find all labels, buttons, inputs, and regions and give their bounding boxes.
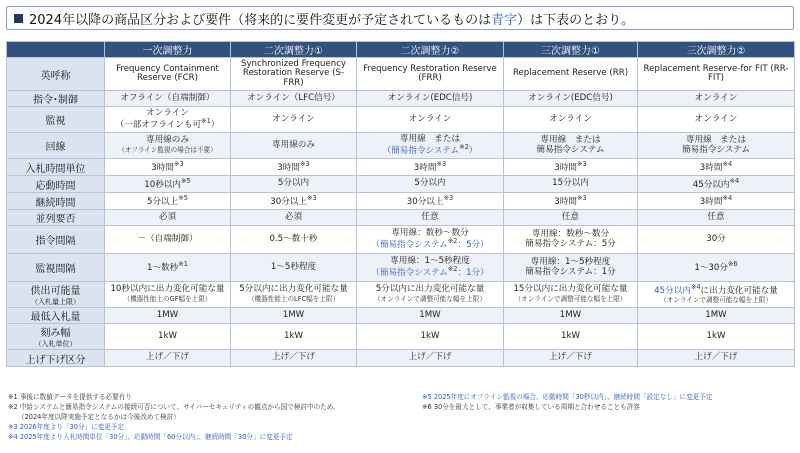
cell: 必須: [105, 210, 231, 226]
cell: 5分以上$^{※5}$: [105, 193, 231, 210]
row-label: 応動時間: [7, 176, 105, 193]
footnote-1: ※1 事後に数値データを提供する必要有り: [8, 393, 132, 401]
cell: Frequency Restoration Reserve (FRR): [357, 58, 504, 91]
footnotes-right: [422, 393, 792, 413]
footnote-6: ※6 30分を最大として、事業者が収集している周期と合わせることも許容: [422, 402, 640, 411]
cell: 5分以内に出力変化可能な量 （オンラインで調整可能な幅を上限）: [357, 282, 504, 308]
cell: 1～30分$^{※6}$: [638, 254, 795, 282]
cell: 15分以内: [504, 176, 638, 193]
cell: 上げ／下げ: [638, 350, 795, 367]
cell: Synchronized Frequency Restoration Reserve (S-FRR): [231, 58, 357, 91]
cell: 30分以上$^{※3}$: [231, 193, 357, 210]
cell: 3時間$^{※4}$: [638, 159, 795, 176]
row-label: 供出可能量 （入札量上限）: [7, 282, 105, 308]
row-up-down: [7, 350, 795, 367]
row-monitor-interval: [7, 254, 795, 282]
title-bar: [6, 6, 794, 30]
row-command: [7, 91, 795, 107]
row-label: 英呼称: [7, 58, 105, 91]
row-label: 最低入札量: [7, 308, 105, 324]
footnote-4: ※4 2025年度より入札時間単位「30分」、応動時間「60分以内」、継続時間「30分」に変更予定: [8, 432, 293, 441]
footnotes-left: [8, 393, 398, 442]
col-header-rr: 三次調整力①: [504, 42, 638, 58]
cell: 5分以内: [357, 176, 504, 193]
cell: 上げ／下げ: [231, 350, 357, 367]
cell: 任意: [357, 210, 504, 226]
cell: 15分以内に出力変化可能な量 （オンラインで調整可能な幅を上限）: [504, 282, 638, 308]
cell: 10秒以内に出力変化可能な量 （機器性能上のGF幅を上限）: [105, 282, 231, 308]
cell: 専用線のみ （オフライン監視の場合は不要）: [105, 133, 231, 159]
cell: 3時間$^{※3}$: [105, 159, 231, 176]
corner-cell: [7, 42, 105, 58]
row-supply: [7, 282, 795, 308]
cell: 専用線のみ: [231, 133, 357, 159]
cell: 上げ／下げ: [105, 350, 231, 367]
cell: 30分: [638, 226, 795, 254]
cell: オンライン(EDC信号): [504, 91, 638, 107]
page-title: 2024年以降の商品区分および要件（将来的に要件変更が予定されているものは青字）は下表のとおり。: [29, 12, 635, 28]
cell: オンライン （一部オフラインも可$^{※1}$）: [105, 107, 231, 133]
row-command-interval: [7, 226, 795, 254]
cell: 専用線 または 簡易指令システム: [638, 133, 795, 159]
cell: 専用線：数秒～数分 簡易指令システム：5分: [504, 226, 638, 254]
row-label: 指令間隔: [7, 226, 105, 254]
cell: 1kW: [357, 324, 504, 350]
cell: 1kW: [638, 324, 795, 350]
row-label: 上げ下げ区分: [7, 350, 105, 367]
cell: 任意: [638, 210, 795, 226]
footnote-3: ※3 2026年度より「30分」に変更予定: [8, 422, 125, 431]
cell: 1MW: [638, 308, 795, 324]
row-min-bid: [7, 308, 795, 324]
cell: 専用線：1～5秒程度 （簡易指令システム$^{※2}$：1分）: [357, 254, 504, 282]
cell: 必須: [231, 210, 357, 226]
row-english-name: [7, 58, 795, 91]
cell: オフライン（自端制御）: [105, 91, 231, 107]
requirements-table: [6, 41, 795, 367]
cell: オンライン: [638, 91, 795, 107]
row-label: 監視: [7, 107, 105, 133]
cell: 3時間$^{※3}$: [231, 159, 357, 176]
row-label: 指令･制御: [7, 91, 105, 107]
square-bullet-icon: [14, 14, 23, 23]
col-header-sfrr: 二次調整力①: [231, 42, 357, 58]
cell: オンライン（LFC信号）: [231, 91, 357, 107]
row-parallel: [7, 210, 795, 226]
cell: 1～数秒$^{※1}$: [105, 254, 231, 282]
cell: 専用線 または （簡易指令システム$^{※2}$）: [357, 133, 504, 159]
cell: 5分以内に出力変化可能な量 （機器性能上のLFC幅を上限）: [231, 282, 357, 308]
col-header-frr: 二次調整力②: [357, 42, 504, 58]
cell: 45分以内$^{※4}$に出力変化可能な量 （オンラインで調整可能な幅を上限）: [638, 282, 795, 308]
cell: 1kW: [504, 324, 638, 350]
cell: Frequency Containment Reserve (FCR): [105, 58, 231, 91]
cell: 10秒以内$^{※5}$: [105, 176, 231, 193]
cell: 5分以内: [231, 176, 357, 193]
row-response-time: [7, 176, 795, 193]
row-label: 継続時間: [7, 193, 105, 210]
row-label: 並列要否: [7, 210, 105, 226]
cell: 0.5～数十秒: [231, 226, 357, 254]
cell: 3時間$^{※3}$: [504, 159, 638, 176]
cell: 1MW: [504, 308, 638, 324]
cell: Replacement Reserve-for FIT (RR-FIT): [638, 58, 795, 91]
cell: 3時間$^{※4}$: [638, 193, 795, 210]
col-header-rrfit: 三次調整力②: [638, 42, 795, 58]
cell: オンライン: [638, 107, 795, 133]
footnote-5: ※5 2025年度にオフライン監視の場合、応動時間「30秒以内」、継続時間「設定なし」に変更予定: [422, 393, 713, 401]
cell: 上げ／下げ: [504, 350, 638, 367]
cell: 45分以内$^{※4}$: [638, 176, 795, 193]
cell: オンライン: [504, 107, 638, 133]
row-duration: [7, 193, 795, 210]
cell: 3時間$^{※3}$: [504, 193, 638, 210]
cell: 1MW: [231, 308, 357, 324]
header-row: [7, 42, 795, 58]
cell: 3時間$^{※3}$: [357, 159, 504, 176]
cell: 1MW: [357, 308, 504, 324]
cell: 専用線：1～5秒程度 簡易指令システム：1分: [504, 254, 638, 282]
row-step: [7, 324, 795, 350]
cell: 1kW: [231, 324, 357, 350]
row-label: 監視間隔: [7, 254, 105, 282]
cell: Replacement Reserve (RR): [504, 58, 638, 91]
footnote-2: ※2 中給システムと簡易指令システムの接続可否について、サイバーセキュリティの観点から国で検討中のため、: [8, 402, 340, 411]
cell: 専用線：数秒～数分 （簡易指令システム$^{※2}$：5分）: [357, 226, 504, 254]
row-line: [7, 133, 795, 159]
cell: 1～5秒程度: [231, 254, 357, 282]
footnote-2-cont: （2024年度以降実施予定となるかは今後改めて検討）: [18, 412, 180, 421]
cell: －（自端制御）: [105, 226, 231, 254]
cell: 30分以上$^{※3}$: [357, 193, 504, 210]
cell: 1MW: [105, 308, 231, 324]
cell: 上げ／下げ: [357, 350, 504, 367]
row-label: 刻み幅 （入札単位）: [7, 324, 105, 350]
row-label: 入札時間単位: [7, 159, 105, 176]
row-label: 回線: [7, 133, 105, 159]
row-bid-time-unit: [7, 159, 795, 176]
cell: オンライン(EDC信号): [357, 91, 504, 107]
cell: オンライン: [357, 107, 504, 133]
cell: 専用線 または 簡易指令システム: [504, 133, 638, 159]
cell: 任意: [504, 210, 638, 226]
cell: 1kW: [105, 324, 231, 350]
cell: オンライン: [231, 107, 357, 133]
col-header-fcr: 一次調整力: [105, 42, 231, 58]
row-monitoring: [7, 107, 795, 133]
